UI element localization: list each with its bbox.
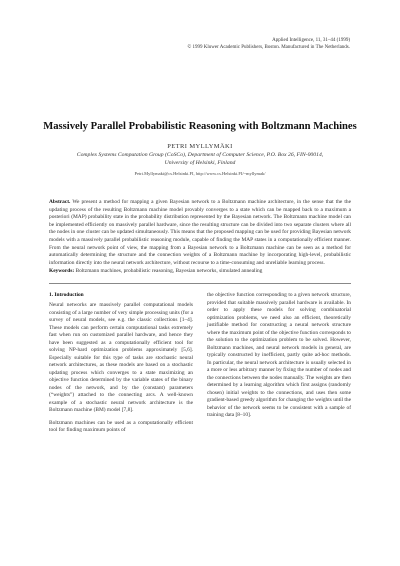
affiliation — [30, 152, 370, 167]
journal-citation: Applied Intelligence, 11, 31–44 (1999) — [272, 38, 350, 43]
affiliation-line-2: University of Helsinki, Finland — [164, 159, 236, 166]
keywords-text: Boltzmann machines, probabilistic reasoning, Bayesian networks, simulated annealing — [75, 268, 263, 274]
body-paragraph: the objective function corresponding to a given network structure, provided that suitable massively parallel hardware is available. In order to apply these models for solving combinatorial optimization problems, we need also an efficient, theoretically justifiable method for constructing a neural network structure where the maximum point of the objective function corresponds to the solution to the optimization problem to be solved. However, Boltzmann machines, and neural network models in general, are typically constructed by inefficient, partly quite ad-hoc methods. In particular, the neural network architecture is usually selected in a more or less arbitrary manner by fixing the number of nodes and the connections between the nodes manually. The weights are then determined by a learning algorithm which first assigns (randomly chosen) initial weights to the connections, and uses then some gradient-based greedy algorithm for changing the weights until the behavior of the network seems to be consistent with a sample of training data [8–10]. — [207, 292, 352, 418]
abstract-text: We present a method for mapping a given Bayesian network to a Boltzmann machine architecture, in the sense that the the updating process of the resulting Boltzmann machine model provably converges to a state which can be mapped back to a maximum a posteriori (MAP) probability state in the probability distribution represented by the Bayesian network. The Boltzmann machine model can be implemented efficiently on massively parallel hardware, since the resulting structure can be divided into two separate clusters where all the nodes in one cluster can be updated simultaneously. This means that the proposed mapping can be used for providing Bayesian network models with a massively parallel probabilistic reasoning module, capable of finding the MAP states in a computationally efficient manner. From the neural network point of view, the mapping from a Bayesian network to a Boltzmann machine can be seen as a method for automatically determining the structure and the connection weights of a Boltzmann machine by incorporating high-level, probabilistic information directly into the neural network architecture, without recourse to a time-consuming and unreliable learning process. — [49, 199, 351, 266]
author-name: PETRI MYLLYMÄKI — [167, 143, 233, 150]
author-contact: Petri.Myllymaki@cs.Helsinki.FI, http://www.cs.Helsinki.FI/~myllymak/ — [134, 171, 266, 176]
copyright-notice: © 1999 Kluwer Academic Publishers, Boston. Manufactured in The Netherlands. — [187, 44, 350, 50]
keywords — [49, 268, 351, 276]
section-heading: 1. Introduction — [49, 292, 84, 298]
keywords-label: Keywords: — [49, 268, 75, 274]
right-column — [207, 292, 351, 425]
body-paragraph: Boltzmann machines can be used as a computationally efficient tool for finding maximum points of — [49, 419, 193, 433]
abstract — [49, 199, 351, 267]
left-column — [49, 292, 193, 440]
body-paragraph: Neural networks are massively parallel computational models consisting of a large number of very simple processing units (for a survey of neural models, see e.g. the classic collections [1–4]. These models can perform certain computational tasks extremely fast when run on customized parallel hardware, and hence they have been suggested as a computationally efficient tool for solving NP-hard optimization problems approximately [5,6]. Especially suitable for this type of tasks are stochastic neural network architectures, as these models are based on a stochastic updating process which converges to a state maximizing an objective function determined by the variable states of the binary nodes of the network, and by the (constant) parameters (“weights”) attached to the connecting arcs. A well-known example of a stochastic neural network architecture is the Boltzmann machine (BM) model [7,8]. — [49, 302, 193, 413]
section-divider — [49, 283, 351, 284]
abstract-label: Abstract. — [49, 199, 71, 205]
paper-title: Massively Parallel Probabilistic Reasoning with Boltzmann Machines — [43, 121, 357, 132]
affiliation-line-1: Complex Systems Computation Group (CoSCo), Department of Computer Science, P.O. Box 26, FIN-00014, — [76, 152, 324, 158]
journal-header — [50, 38, 350, 51]
